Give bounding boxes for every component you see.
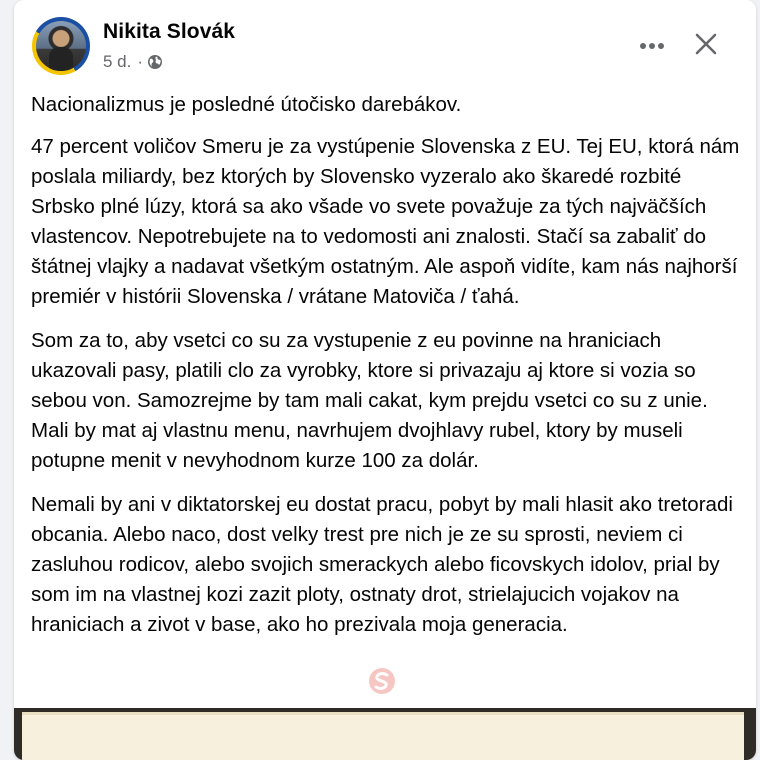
post-paragraph: 47 percent voličov Smeru je za vystúpenie Slovenska z EU. Tej EU, ktorá nám poslala miliardy, bez ktorých by Slovensko vyzeralo ako škaredé rozbité Srbsko plné lúzy, ktorá sa ako všade vo svete považuje za tých najväčších vlastencov. Nepotrebujete na to vedomosti ani znalosti. Stačí sa zabaliť do štátnej vlajky a nadavat všetkým ostatným. Ale aspoň vidíte, kam nás najhorší premiér v histórii Slovenska / vrátane Matoviča / ťahá.	[31, 135, 740, 308]
close-icon	[694, 32, 718, 61]
avatar-figure	[49, 47, 73, 71]
post-text	[31, 90, 743, 654]
attached-image-preview[interactable]	[14, 708, 756, 760]
attached-image-edge	[22, 712, 744, 715]
more-options-button[interactable]	[634, 28, 670, 64]
post-paragraph: Nacionalizmus je posledné útočisko darebákov.	[31, 93, 462, 116]
avatar-photo	[36, 21, 86, 71]
post-paragraph: Som za to, aby vsetci co su za vystupenie z eu povinne na hraniciach ukazovali pasy, platili clo za vyrobky, ktore si privazaju aj ktore si vozia so sebou von. Samozrejme by tam mali cakat, kym prejdu vsetci co su z unie. Mali by mat aj vlastnu menu, navrhujem dvojhlavy rubel, ktory by museli potupne menit v nevyhodnom kurze 100 za dolár.	[31, 329, 708, 472]
post-paragraph: Nemali by ani v diktatorskej eu dostat pracu, pobyt by mali hlasit ako tretoradi obcania. Alebo naco, dost velky trest pre nich je ze su sprosti, neviem ci zasluhou rodicov, alebo svojich smerackych alebo ficovskych idolov, prial by som im na vlastnej kozi zazit ploty, ostnaty drot, strielajucich vojakov na hraniciach a zivot v base, ako ho prezivala moja generacia.	[31, 493, 733, 636]
globe-icon[interactable]	[147, 54, 163, 70]
post-header	[14, 0, 756, 90]
more-options-icon	[639, 37, 665, 55]
post-card	[14, 0, 756, 760]
avatar[interactable]	[32, 17, 90, 75]
post-time[interactable]: 5 d.	[103, 52, 132, 71]
meta-separator: ·	[137, 52, 144, 71]
author-name[interactable]: Nikita Slovák	[103, 20, 236, 43]
post-meta	[103, 52, 163, 72]
attached-image	[22, 712, 744, 760]
close-button[interactable]	[686, 26, 726, 66]
watermark-logo-icon	[368, 667, 396, 695]
